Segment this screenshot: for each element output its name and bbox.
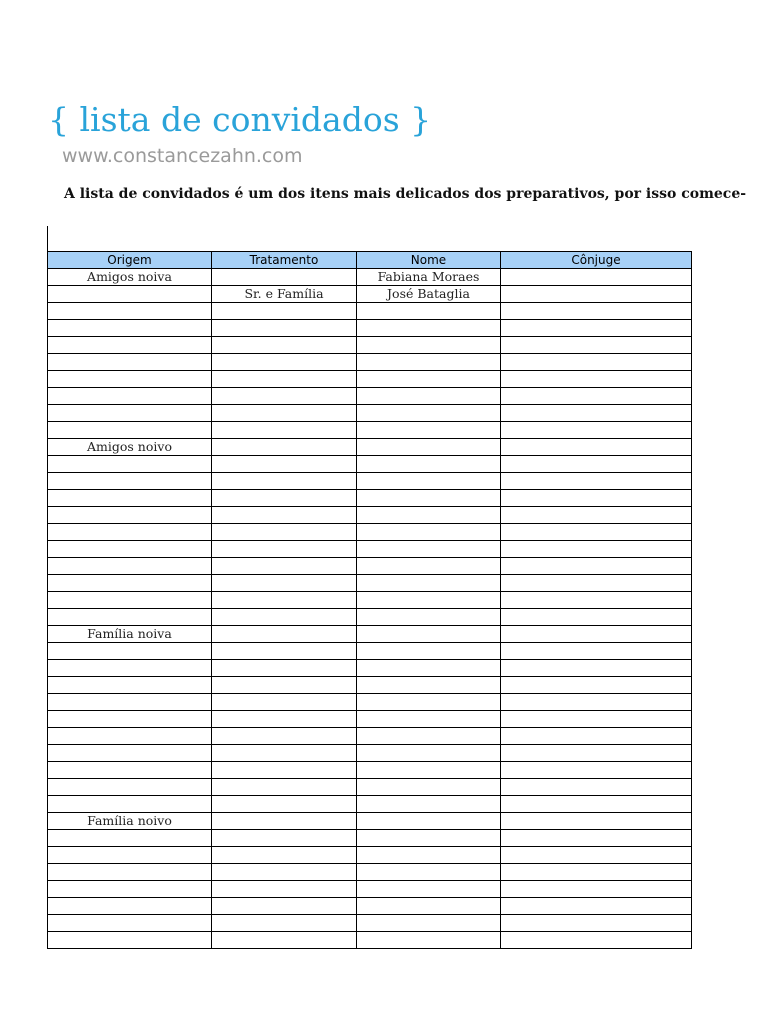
cell-origem[interactable]: Família noiva (48, 626, 212, 643)
cell-conjuge[interactable] (501, 558, 692, 575)
table-row (48, 796, 692, 813)
cell-origem[interactable] (48, 575, 212, 592)
table-row (48, 745, 692, 762)
cell-origem[interactable] (48, 405, 212, 422)
cell-tratamento[interactable] (212, 643, 357, 660)
cell-nome[interactable] (357, 592, 501, 609)
cell-origem[interactable] (48, 609, 212, 626)
cell-origem[interactable] (48, 473, 212, 490)
intro-paragraph: A lista de convidados é um dos itens mais delicados dos preparativos, por isso comece- (64, 186, 747, 202)
cell-nome[interactable] (357, 796, 501, 813)
cell-nome[interactable] (357, 575, 501, 592)
cell-conjuge[interactable] (501, 745, 692, 762)
cell-conjuge[interactable] (501, 677, 692, 694)
cell-tratamento[interactable] (212, 456, 357, 473)
cell-origem[interactable]: Amigos noiva (48, 269, 212, 286)
cell-origem[interactable] (48, 864, 212, 881)
table-row (48, 541, 692, 558)
cell-origem[interactable] (48, 524, 212, 541)
cell-conjuge[interactable] (501, 898, 692, 915)
cell-origem[interactable] (48, 898, 212, 915)
cell-origem[interactable] (48, 711, 212, 728)
cell-nome[interactable] (357, 898, 501, 915)
table-row (48, 371, 692, 388)
table-row (48, 490, 692, 507)
guest-rows (48, 269, 692, 949)
cell-nome[interactable] (357, 354, 501, 371)
cell-tratamento[interactable] (212, 269, 357, 286)
cell-conjuge[interactable] (501, 507, 692, 524)
table-row (48, 473, 692, 490)
cell-origem[interactable] (48, 320, 212, 337)
cell-conjuge[interactable] (501, 541, 692, 558)
table-row (48, 660, 692, 677)
cell-nome[interactable] (357, 677, 501, 694)
cell-tratamento[interactable] (212, 303, 357, 320)
column-header-tratamento: Tratamento (212, 252, 357, 269)
cell-conjuge[interactable] (501, 728, 692, 745)
table-row (48, 677, 692, 694)
table-row (48, 320, 692, 337)
cell-nome[interactable] (357, 558, 501, 575)
cell-conjuge[interactable] (501, 660, 692, 677)
table-row (48, 388, 692, 405)
cell-nome[interactable] (357, 320, 501, 337)
cell-conjuge[interactable] (501, 779, 692, 796)
cell-tratamento[interactable] (212, 541, 357, 558)
cell-conjuge[interactable] (501, 609, 692, 626)
cell-nome[interactable] (357, 728, 501, 745)
cell-tratamento[interactable] (212, 881, 357, 898)
cell-conjuge[interactable] (501, 303, 692, 320)
page-title: { lista de convidados } (48, 100, 432, 139)
cell-tratamento[interactable] (212, 694, 357, 711)
table-row (48, 575, 692, 592)
cell-tratamento[interactable] (212, 762, 357, 779)
table-row (48, 524, 692, 541)
cell-nome[interactable] (357, 490, 501, 507)
cell-tratamento[interactable] (212, 830, 357, 847)
cell-tratamento[interactable] (212, 592, 357, 609)
table-row (48, 626, 692, 643)
table-row (48, 762, 692, 779)
cell-conjuge[interactable] (501, 694, 692, 711)
cell-origem[interactable] (48, 796, 212, 813)
table-row (48, 439, 692, 456)
table-row (48, 507, 692, 524)
cell-origem[interactable] (48, 677, 212, 694)
cell-nome[interactable] (357, 626, 501, 643)
table-row (48, 592, 692, 609)
cell-origem[interactable] (48, 660, 212, 677)
table-row (48, 456, 692, 473)
table-row (48, 779, 692, 796)
cell-nome[interactable]: José Bataglia (357, 286, 501, 303)
cell-nome[interactable] (357, 847, 501, 864)
cell-origem[interactable] (48, 303, 212, 320)
cell-conjuge[interactable] (501, 864, 692, 881)
cell-tratamento[interactable] (212, 490, 357, 507)
cell-origem[interactable] (48, 507, 212, 524)
cell-nome[interactable] (357, 303, 501, 320)
cell-tratamento[interactable] (212, 626, 357, 643)
table-row (48, 286, 692, 303)
cell-origem[interactable] (48, 762, 212, 779)
cell-conjuge[interactable] (501, 847, 692, 864)
guest-list-table (47, 251, 692, 949)
cell-tratamento[interactable] (212, 422, 357, 439)
cell-tratamento[interactable] (212, 796, 357, 813)
cell-conjuge[interactable] (501, 575, 692, 592)
cell-origem[interactable] (48, 388, 212, 405)
cell-nome[interactable] (357, 473, 501, 490)
cell-nome[interactable] (357, 643, 501, 660)
cell-conjuge[interactable] (501, 388, 692, 405)
cell-tratamento[interactable] (212, 677, 357, 694)
table-row (48, 847, 692, 864)
table-row (48, 932, 692, 949)
cell-nome[interactable] (357, 337, 501, 354)
table-row (48, 643, 692, 660)
cell-tratamento[interactable] (212, 779, 357, 796)
cell-conjuge[interactable] (501, 830, 692, 847)
cell-origem[interactable] (48, 541, 212, 558)
cell-nome[interactable] (357, 456, 501, 473)
table-row (48, 813, 692, 830)
cell-nome[interactable] (357, 439, 501, 456)
cell-origem[interactable]: Amigos noivo (48, 439, 212, 456)
cell-conjuge[interactable] (501, 405, 692, 422)
cell-origem[interactable] (48, 745, 212, 762)
cell-tratamento[interactable] (212, 507, 357, 524)
cell-tratamento[interactable] (212, 337, 357, 354)
cell-origem[interactable] (48, 558, 212, 575)
cell-tratamento[interactable] (212, 473, 357, 490)
cell-conjuge[interactable] (501, 932, 692, 949)
table-row (48, 830, 692, 847)
table-row (48, 558, 692, 575)
table-row (48, 864, 692, 881)
cell-tratamento[interactable] (212, 439, 357, 456)
column-header-conjuge: Cônjuge (501, 252, 692, 269)
cell-conjuge[interactable] (501, 524, 692, 541)
cell-nome[interactable] (357, 711, 501, 728)
cell-nome[interactable] (357, 388, 501, 405)
cell-nome[interactable] (357, 932, 501, 949)
cell-origem[interactable] (48, 371, 212, 388)
cell-tratamento[interactable] (212, 864, 357, 881)
cell-conjuge[interactable] (501, 473, 692, 490)
cell-tratamento[interactable] (212, 728, 357, 745)
table-row (48, 898, 692, 915)
cell-nome[interactable] (357, 762, 501, 779)
cell-tratamento[interactable] (212, 388, 357, 405)
cell-tratamento[interactable] (212, 371, 357, 388)
cell-conjuge[interactable] (501, 490, 692, 507)
table-header-row (48, 252, 692, 269)
cell-nome[interactable] (357, 422, 501, 439)
cell-nome[interactable] (357, 609, 501, 626)
table-row (48, 915, 692, 932)
cell-nome[interactable] (357, 541, 501, 558)
cell-conjuge[interactable] (501, 796, 692, 813)
column-header-origem: Origem (48, 252, 212, 269)
cell-nome[interactable] (357, 694, 501, 711)
table-row (48, 303, 692, 320)
cell-conjuge[interactable] (501, 286, 692, 303)
cell-tratamento[interactable] (212, 558, 357, 575)
cell-nome[interactable]: Fabiana Moraes (357, 269, 501, 286)
cell-origem[interactable] (48, 779, 212, 796)
table-row (48, 422, 692, 439)
cell-origem[interactable] (48, 915, 212, 932)
cell-tratamento[interactable] (212, 711, 357, 728)
cell-tratamento[interactable] (212, 813, 357, 830)
cell-tratamento[interactable] (212, 915, 357, 932)
cell-tratamento[interactable]: Sr. e Família (212, 286, 357, 303)
cell-conjuge[interactable] (501, 813, 692, 830)
cell-origem[interactable] (48, 830, 212, 847)
table-row (48, 405, 692, 422)
table-row (48, 881, 692, 898)
cell-nome[interactable] (357, 745, 501, 762)
cell-tratamento[interactable] (212, 405, 357, 422)
cell-origem[interactable] (48, 728, 212, 745)
table-row (48, 269, 692, 286)
cell-tratamento[interactable] (212, 660, 357, 677)
cell-conjuge[interactable] (501, 337, 692, 354)
cell-origem[interactable] (48, 354, 212, 371)
cell-nome[interactable] (357, 864, 501, 881)
table-row (48, 694, 692, 711)
cell-conjuge[interactable] (501, 269, 692, 286)
cell-origem[interactable] (48, 337, 212, 354)
website-link[interactable]: www.constancezahn.com (62, 145, 303, 167)
cell-origem[interactable] (48, 456, 212, 473)
cell-conjuge[interactable] (501, 915, 692, 932)
cell-origem[interactable] (48, 592, 212, 609)
cell-conjuge[interactable] (501, 762, 692, 779)
cell-conjuge[interactable] (501, 643, 692, 660)
cell-nome[interactable] (357, 660, 501, 677)
cell-conjuge[interactable] (501, 371, 692, 388)
cell-origem[interactable]: Família noivo (48, 813, 212, 830)
cell-nome[interactable] (357, 405, 501, 422)
cell-nome[interactable] (357, 524, 501, 541)
column-header-nome: Nome (357, 252, 501, 269)
cell-tratamento[interactable] (212, 524, 357, 541)
cell-tratamento[interactable] (212, 354, 357, 371)
cell-conjuge[interactable] (501, 422, 692, 439)
cell-conjuge[interactable] (501, 881, 692, 898)
cell-origem[interactable] (48, 286, 212, 303)
table-row (48, 728, 692, 745)
cell-nome[interactable] (357, 371, 501, 388)
cell-conjuge[interactable] (501, 711, 692, 728)
table-row (48, 337, 692, 354)
cell-conjuge[interactable] (501, 626, 692, 643)
cell-origem[interactable] (48, 694, 212, 711)
cell-origem[interactable] (48, 643, 212, 660)
cell-conjuge[interactable] (501, 354, 692, 371)
cell-tratamento[interactable] (212, 609, 357, 626)
cell-nome[interactable] (357, 915, 501, 932)
cell-origem[interactable] (48, 490, 212, 507)
cell-tratamento[interactable] (212, 745, 357, 762)
table-row (48, 354, 692, 371)
cell-nome[interactable] (357, 830, 501, 847)
cell-conjuge[interactable] (501, 439, 692, 456)
cell-origem[interactable] (48, 847, 212, 864)
cell-tratamento[interactable] (212, 575, 357, 592)
cell-nome[interactable] (357, 779, 501, 796)
cell-tratamento[interactable] (212, 932, 357, 949)
table-row (48, 609, 692, 626)
cell-origem[interactable] (48, 422, 212, 439)
cell-tratamento[interactable] (212, 847, 357, 864)
table-row (48, 711, 692, 728)
cell-origem[interactable] (48, 932, 212, 949)
cell-conjuge[interactable] (501, 456, 692, 473)
cell-conjuge[interactable] (501, 592, 692, 609)
cell-nome[interactable] (357, 813, 501, 830)
cell-nome[interactable] (357, 507, 501, 524)
cell-origem[interactable] (48, 881, 212, 898)
cell-nome[interactable] (357, 881, 501, 898)
cell-conjuge[interactable] (501, 320, 692, 337)
cell-tratamento[interactable] (212, 320, 357, 337)
cell-tratamento[interactable] (212, 898, 357, 915)
margin-divider (47, 226, 48, 251)
